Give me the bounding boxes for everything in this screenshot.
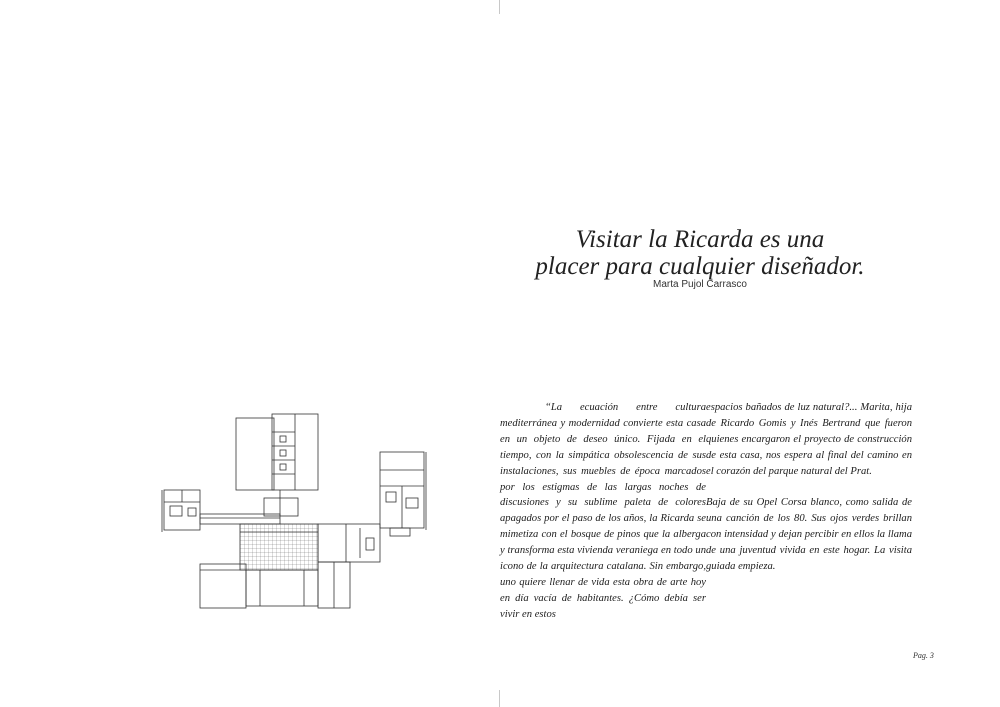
heading bbox=[500, 226, 900, 280]
plan-main-hall bbox=[240, 524, 318, 570]
body-paragraph: “La ecuación entre cultura mediterránea y modernidad convierte esta casa en un objeto de deseo único. Fijada en el tiempo, con la simpática obsolescencia de sus instalaciones, sus muebles de época marcados por los estigmas de las largas noches de discusiones y su sublime paleta de colores apagados por el paso de los años, la Ricarda se mimetiza con el bosque de pinos que la alberga y transforma esta vivienda veraniega en todo un icono de la arquitectura catalana. Sin embargo, uno quiere llenar de vida esta obra de arte hoy en día vacía de habitantes. ¿Cómo debía ser vivir en estos bbox=[500, 402, 706, 620]
plan-corridor-left bbox=[200, 514, 280, 524]
body-column-2 bbox=[706, 400, 912, 575]
heading-line-2: placer para cualquier diseñador. bbox=[535, 253, 865, 280]
body-column-1 bbox=[500, 400, 706, 623]
page-number: Pag. 3 bbox=[913, 651, 934, 660]
body-paragraph: Baja de su Opel Corsa blanco, como salida de una canción de los 80. Sus ojos verdes brillan con intensidad y dejan percibir en ellos la llama de una juventud vivida en este hogar. La visita guiada empieza. bbox=[706, 497, 912, 573]
heading-line-1: Visitar la Ricarda es una bbox=[575, 226, 825, 253]
plan-terrace-left bbox=[200, 564, 246, 608]
floor-plan-drawing bbox=[160, 412, 445, 612]
plan-terrace-center bbox=[246, 570, 318, 606]
plan-courtyard-upper bbox=[236, 418, 274, 490]
page-fold-bottom bbox=[499, 690, 500, 707]
plan-living-area bbox=[318, 524, 380, 562]
author-byline: Marta Pujol Carrasco bbox=[653, 279, 747, 290]
page-fold-top bbox=[499, 0, 500, 14]
body-paragraph: espacios bañados de luz natural?... Marita, hija de Ricardo Gomis y Inés Bertrand que fueron quienes encargaron el proyecto de construcción de esta casa, nos espera al final del camino en el corazón del parque natural del Prat. bbox=[706, 402, 912, 477]
